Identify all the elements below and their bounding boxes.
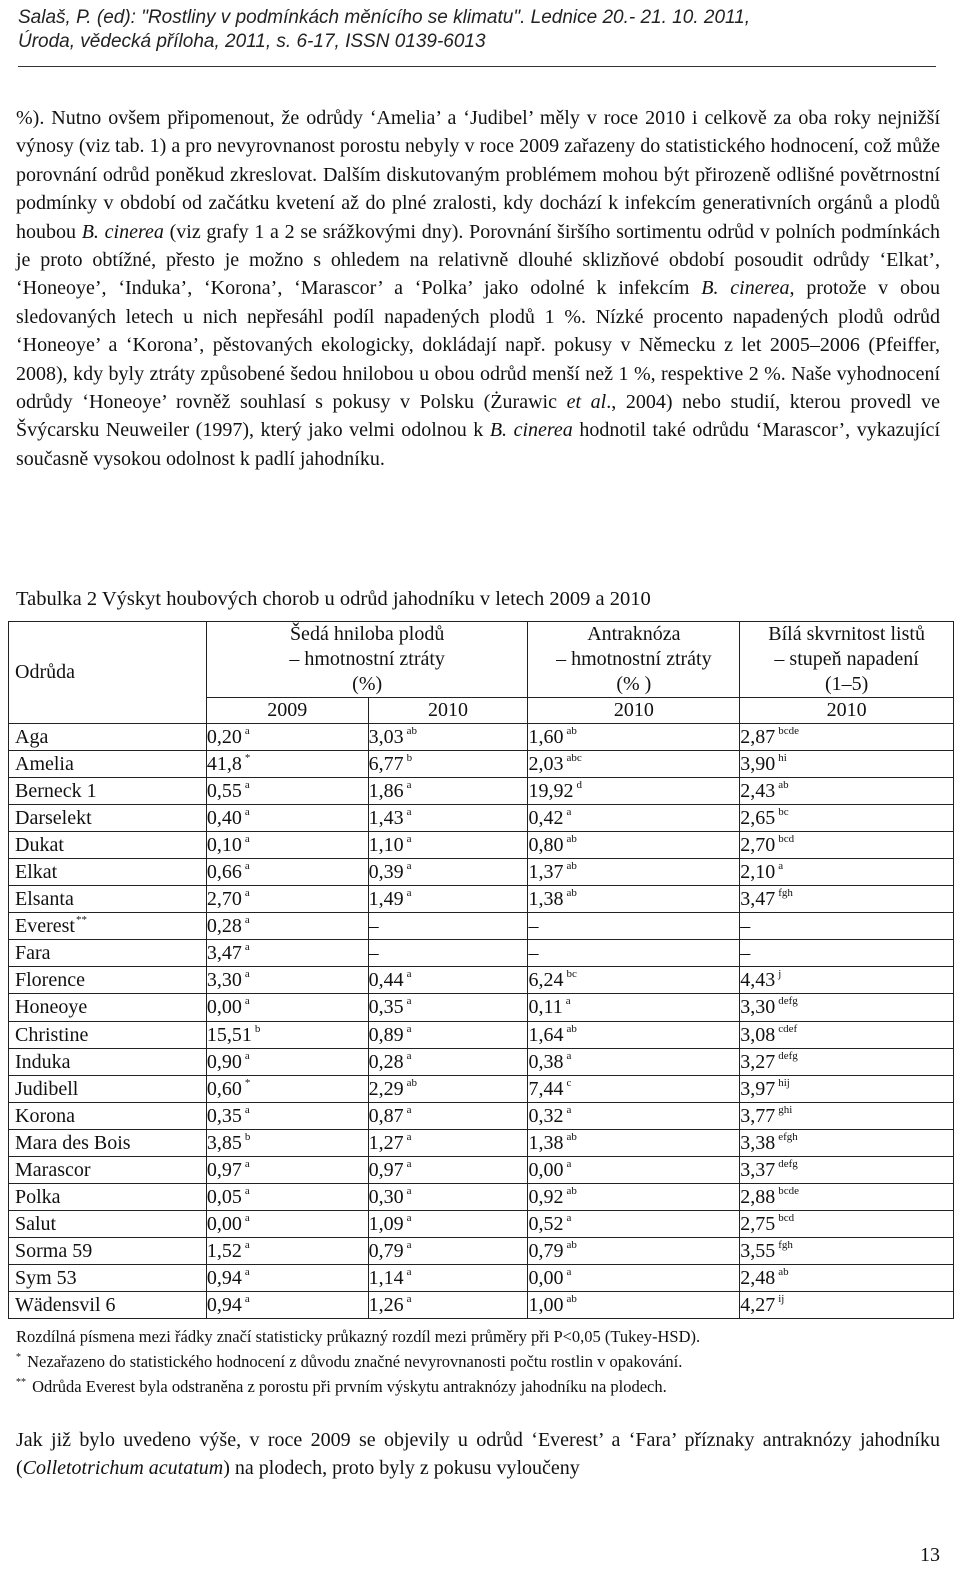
value-cell: 0,05 $^a$ [206,1183,368,1210]
value-cell: 0,30 $^a$ [368,1183,528,1210]
header-grey-mould: Šedá hniloba plodů – hmotnostní ztráty (%) [206,622,528,698]
significance-letter: a [244,1049,250,1062]
variety-name: Mara des Bois [9,1129,207,1156]
italic-text: B. cinerea [489,419,573,442]
significance-letter: hij [778,1076,790,1089]
significance-letter: ab [566,860,577,873]
variety-name: Everest** [9,913,207,940]
table-row [9,1237,954,1264]
value-cell: 0,00 $^a$ [528,1264,740,1291]
value-cell: 1,14 $^a$ [368,1264,528,1291]
significance-letter: cdef [778,1022,798,1035]
value-cell: 1,38 $^{ab}$ [528,1129,740,1156]
value-cell: 0,79 $^{ab}$ [528,1237,740,1264]
value-cell: 3,77 $^{ghi}$ [740,1102,954,1129]
table-row [9,886,954,913]
table-row [9,1264,954,1291]
value-cell: 2,03 $^{abc}$ [528,751,740,778]
significance-letter: bc [566,968,577,981]
value-cell: 6,77 $^b$ [368,751,528,778]
text-run: , protože v obou sledovaných letech u nich nepřesáhl podíl napadených plodů 1 %. Nízké procento napadených plodů odrůd ‘Honeoye’ a ‘Korona’, pěstovaných ekologicky, dokládají např. pokusy v Německu z let 2005–2006 (Pfeiffer, 2008), kdy byly ztráty způsobené šedou hnilobou u obou odrůd menší než 1 %, respektive 2 %. Naše vyhodnocení odrůdy ‘Honeoye’ rovněž souhlasí s pokusy v Polsku (Żurawic [16,277,940,414]
significance-letter: a [406,1130,412,1143]
value-cell: 15,51 $^b$ [206,1021,368,1048]
significance-letter: ab [778,779,789,792]
value-cell: 0,90 $^a$ [206,1048,368,1075]
value-cell: 0,28 $^a$ [368,1048,528,1075]
value-cell: 0,28 $^a$ [206,913,368,940]
variety-name: Polka [9,1183,207,1210]
significance-letter: b [406,752,413,765]
significance-letter: a [566,1211,572,1224]
significance-letter: a [566,1265,572,1278]
value-cell: 2,70 $^{bcd}$ [740,832,954,859]
note-everest: ** Odrůda Everest byla odstraněna z porostu při prvním výskytu antraknózy jahodníku na plodech. [16,1377,667,1396]
variety-name: Amelia [9,751,207,778]
significance-letter: efgh [778,1130,798,1143]
variety-name: Florence [9,967,207,994]
body-paragraph-1 [16,104,940,473]
italic-text: Colletotrichum acutatum [22,1457,224,1480]
value-cell: 3,03 $^{ab}$ [368,724,528,751]
value-cell: 1,27 $^a$ [368,1129,528,1156]
variety-name: Honeoye [9,994,207,1021]
significance-letter: a [566,1049,572,1062]
significance-letter: a [244,1238,250,1251]
value-cell: 0,39 $^a$ [368,859,528,886]
value-cell: 2,88 $^{bcde}$ [740,1183,954,1210]
significance-letter: bc [778,806,789,819]
value-cell: 0,94 $^a$ [206,1291,368,1318]
significance-letter: a [406,1184,412,1197]
significance-letter: defg [778,1049,798,1062]
significance-letter: * [244,752,251,765]
variety-name: Fara [9,940,207,967]
table-row [9,940,954,967]
significance-letter: a [406,779,412,792]
significance-letter: hi [778,752,787,765]
value-cell: 0,89 $^a$ [368,1021,528,1048]
significance-letter: bcd [778,1211,795,1224]
significance-letter: a [566,1103,572,1116]
significance-letter: bcde [778,1184,799,1197]
value-cell: 0,52 $^a$ [528,1210,740,1237]
variety-name: Sym 53 [9,1264,207,1291]
significance-letter: * [244,1076,251,1089]
value-cell: 0,38 $^a$ [528,1048,740,1075]
table-row [9,1021,954,1048]
significance-letter: abc [566,752,582,765]
value-cell: 2,43 $^{ab}$ [740,778,954,805]
significance-letter: ab [406,725,418,738]
significance-letter: ab [778,1265,789,1278]
value-cell: 7,44 $^c$ [528,1075,740,1102]
value-cell: 3,27 $^{defg}$ [740,1048,954,1075]
significance-letter: a [406,833,412,846]
value-cell: 2,48 $^{ab}$ [740,1264,954,1291]
table-row [9,1129,954,1156]
value-cell: 0,92 $^{ab}$ [528,1183,740,1210]
significance-letter: a [406,1265,412,1278]
significance-letter: a [244,941,250,954]
table-row [9,1210,954,1237]
table-row [9,1102,954,1129]
significance-letter: fgh [778,1238,793,1251]
significance-letter: a [244,914,250,927]
value-cell: 19,92 $^d$ [528,778,740,805]
text-run: hodnotil také odrůdu ‘Marascor’, vykazující současně vysokou odolnost k padlí jahodníku. [16,419,940,470]
value-cell: 0,66 $^a$ [206,859,368,886]
significance-letter: a [406,1049,412,1062]
value-cell: 0,55 $^a$ [206,778,368,805]
value-cell: 1,60 $^{ab}$ [528,724,740,751]
value-cell: 0,97 $^a$ [368,1156,528,1183]
table-row [9,994,954,1021]
significance-letter: a [406,1157,412,1170]
table-row [9,859,954,886]
value-cell: 1,37 $^{ab}$ [528,859,740,886]
note-excluded: * Nezařazeno do statistického hodnocení z důvodu značné nevyrovnanosti počtu rostlin v opakování. [16,1352,683,1371]
value-cell: – [528,913,740,940]
variety-name: Dukat [9,832,207,859]
value-cell: – [528,940,740,967]
table-row [9,832,954,859]
value-cell: – [368,940,528,967]
table-notes [16,1324,700,1399]
significance-letter: a [244,1265,250,1278]
header-divider [18,66,936,67]
value-cell: 1,64 $^{ab}$ [528,1021,740,1048]
significance-letter: ab [566,1130,577,1143]
body-paragraph-2 [16,1426,940,1483]
significance-letter: a [406,1103,412,1116]
variety-name: Elsanta [9,886,207,913]
significance-letter: a [244,995,250,1008]
year-2010: 2010 [368,698,528,724]
variety-name: Darselekt [9,805,207,832]
variety-name: Aga [9,724,207,751]
year-2010: 2010 [528,698,740,724]
italic-text: B. cinerea [701,277,790,300]
value-cell: 1,09 $^a$ [368,1210,528,1237]
significance-letter: ab [566,1184,577,1197]
value-cell: 1,26 $^a$ [368,1291,528,1318]
value-cell: 3,38 $^{efgh}$ [740,1129,954,1156]
value-cell: 0,80 $^{ab}$ [528,832,740,859]
value-cell: 4,27 $^{ij}$ [740,1291,954,1318]
value-cell: 3,30 $^{defg}$ [740,994,954,1021]
variety-name: Wädensvil 6 [9,1291,207,1318]
table-row [9,805,954,832]
table-row [9,778,954,805]
significance-letter: a [566,1157,572,1170]
table-row [9,913,954,940]
value-cell: 0,94 $^a$ [206,1264,368,1291]
value-cell: 41,8 * [206,751,368,778]
table-row [9,724,954,751]
table-row [9,1291,954,1318]
text-run: Jak již bylo uvedeno výše, v roce 2009 se objevily u odrůd ‘Everest’ a ‘Fara’ příznaky antraknózy jahodníku ( [16,1429,940,1480]
value-cell: 4,43 $^j$ [740,967,954,994]
header-variety: Odrůda [9,622,207,724]
value-cell: 6,24 $^{bc}$ [528,967,740,994]
page-number: 13 [920,1544,940,1566]
table-row [9,1156,954,1183]
value-cell: 0,20 $^a$ [206,724,368,751]
significance-letter: a [244,779,250,792]
significance-letter: fgh [778,887,793,900]
table-row [9,1183,954,1210]
variety-name: Salut [9,1210,207,1237]
significance-letter: defg [778,1157,798,1170]
header-line-1: Salaš, P. (ed): "Rostliny v podmínkách měnícího se klimatu". Lednice 20.- 21. 10. 2011, [18,7,751,28]
significance-letter: a [244,860,250,873]
value-cell: 1,00 $^{ab}$ [528,1291,740,1318]
variety-name: Sorma 59 [9,1237,207,1264]
significance-letter: a [244,1157,250,1170]
value-cell: – [740,940,954,967]
table-row [9,751,954,778]
significance-letter: ab [566,1022,577,1035]
variety-name: Judibell [9,1075,207,1102]
significance-letter: a [406,1293,412,1305]
value-cell: 0,44 $^a$ [368,967,528,994]
significance-letter: j [778,968,782,981]
value-cell: 0,97 $^a$ [206,1156,368,1183]
value-cell: 3,85 $^b$ [206,1129,368,1156]
value-cell: – [368,913,528,940]
variety-name: Berneck 1 [9,778,207,805]
value-cell: 0,32 $^a$ [528,1102,740,1129]
significance-letter: ab [566,887,577,900]
italic-text: et al [566,391,607,414]
significance-letter: defg [778,995,798,1008]
significance-letter: ab [566,1293,577,1305]
significance-letter: a [244,887,250,900]
value-cell: 0,35 $^a$ [368,994,528,1021]
table-header-row [9,622,954,698]
italic-text: B. cinerea [81,220,164,243]
significance-letter: a [406,1211,412,1224]
value-cell: 2,75 $^{bcd}$ [740,1210,954,1237]
table-row [9,1048,954,1075]
significance-letter: a [244,1184,250,1197]
header-anthracnose: Antraknóza – hmotnostní ztráty (% ) [528,622,740,698]
variety-name: Korona [9,1102,207,1129]
value-cell: 3,55 $^{fgh}$ [740,1237,954,1264]
text-run: ., 2004) nebo studií, kterou provedl ve Švýcarsku Neuweiler (1997), který jako velmi odolnou k [16,391,941,442]
significance-letter: ab [566,833,577,846]
value-cell: 3,08 $^{cdef}$ [740,1021,954,1048]
value-cell: 2,10 $^a$ [740,859,954,886]
significance-letter: c [566,1076,572,1089]
year-2009: 2009 [206,698,368,724]
significance-letter: bcd [778,833,795,846]
note-significance: Rozdílná písmena mezi řádky značí statisticky průkazný rozdíl mezi průměry při P<0,05 (Tukey-HSD). [16,1327,701,1346]
significance-letter: a [406,995,412,1008]
value-cell: 1,38 $^{ab}$ [528,886,740,913]
value-cell: 2,65 $^{bc}$ [740,805,954,832]
text-run: %). Nutno ovšem připomenout, že odrůdy ‘Amelia’ a ‘Judibel’ měly v roce 2010 i celkově za oba roky nejnižší výnosy (viz tab. 1) a pro nevyrovnanost porostu nebyly v roce 2009 zařazeny do statistického hodnocení, což může porovnání odrůd poněkud zkreslovat. Dalším diskutovaným problémem mohou být přirozeně odlišné povětrnostní podmínky v období od začátku kvetení až do plné zralosti, kdy dochází k infekcím generativních orgánů a plodů houbou [16,107,940,243]
table-row [9,967,954,994]
value-cell: 3,37 $^{defg}$ [740,1156,954,1183]
significance-letter: d [576,779,582,792]
running-header [18,6,938,54]
significance-letter: a [244,1293,250,1305]
value-cell: 0,00 $^a$ [206,1210,368,1237]
value-cell: 1,43 $^a$ [368,805,528,832]
significance-letter: a [406,1238,412,1251]
header-white-spot: Bílá skvrnitost listů – stupeň napadení (1–5) [740,622,954,698]
significance-letter: ghi [778,1103,793,1116]
value-cell: 0,42 $^a$ [528,805,740,832]
significance-letter: a [778,860,784,873]
significance-letter: b [254,1022,261,1035]
value-cell: – [740,913,954,940]
variety-name: Elkat [9,859,207,886]
year-2010: 2010 [740,698,954,724]
table-row [9,1075,954,1102]
significance-letter: b [244,1130,251,1143]
variety-name: Induka [9,1048,207,1075]
value-cell: 1,10 $^a$ [368,832,528,859]
value-cell: 2,29 $^{ab}$ [368,1075,528,1102]
variety-name: Marascor [9,1156,207,1183]
significance-letter: a [406,806,412,819]
value-cell: 3,90 $^{hi}$ [740,751,954,778]
value-cell: 1,52 $^a$ [206,1237,368,1264]
significance-letter: a [565,995,571,1008]
significance-letter: ab [566,725,577,738]
significance-letter: a [244,833,250,846]
value-cell: 0,10 $^a$ [206,832,368,859]
disease-incidence-table [8,621,954,1319]
value-cell: 3,97 $^{hij}$ [740,1075,954,1102]
value-cell: 3,30 $^a$ [206,967,368,994]
significance-letter: a [406,1022,412,1035]
value-cell: 0,79 $^a$ [368,1237,528,1264]
value-cell: 0,40 $^a$ [206,805,368,832]
significance-letter: ij [778,1293,785,1305]
value-cell: 1,86 $^a$ [368,778,528,805]
significance-letter: a [244,725,250,738]
value-cell: 2,87 $^{bcde}$ [740,724,954,751]
significance-letter: a [244,806,250,819]
significance-letter: a [244,968,250,981]
table-caption: Tabulka 2 Výskyt houbových chorob u odrůd jahodníku v letech 2009 a 2010 [16,588,651,610]
text-run: (viz grafy 1 a 2 se srážkovými dny). Porovnání širšího sortimentu odrůd v polních podmínkách je proto obtížné, přesto je možno s ohledem na relativně dlouhé sklizňové období posoudit odrůdy ‘Elkat’, ‘Honeoye’, ‘Induka’, ‘Korona’, ‘Marascor’ a ‘Polka’ jako odolné k infekcím [16,220,941,300]
value-cell: 0,60 * [206,1075,368,1102]
value-cell: 0,11 $^a$ [528,994,740,1021]
significance-letter: a [566,806,572,819]
value-cell: 2,70 $^a$ [206,886,368,913]
significance-letter: a [244,1211,250,1224]
value-cell: 0,87 $^a$ [368,1102,528,1129]
value-cell: 0,00 $^a$ [206,994,368,1021]
text-run: ) na plodech, proto byly z pokusu vyloučeny [223,1457,580,1480]
value-cell: 3,47 $^{fgh}$ [740,886,954,913]
value-cell: 0,35 $^a$ [206,1102,368,1129]
significance-letter: ab [406,1076,418,1089]
value-cell: 0,00 $^a$ [528,1156,740,1183]
significance-letter: a [244,1103,250,1116]
variety-name: Christine [9,1021,207,1048]
significance-letter: a [406,860,412,873]
significance-letter: a [406,887,412,900]
significance-letter: a [406,968,412,981]
table-body [9,724,954,1319]
header-line-2: Úroda, vědecká příloha, 2011, s. 6-17, ISSN 0139-6013 [18,31,486,52]
significance-letter: bcde [778,725,799,738]
value-cell: 3,47 $^a$ [206,940,368,967]
significance-letter: ab [566,1238,577,1251]
value-cell: 1,49 $^a$ [368,886,528,913]
